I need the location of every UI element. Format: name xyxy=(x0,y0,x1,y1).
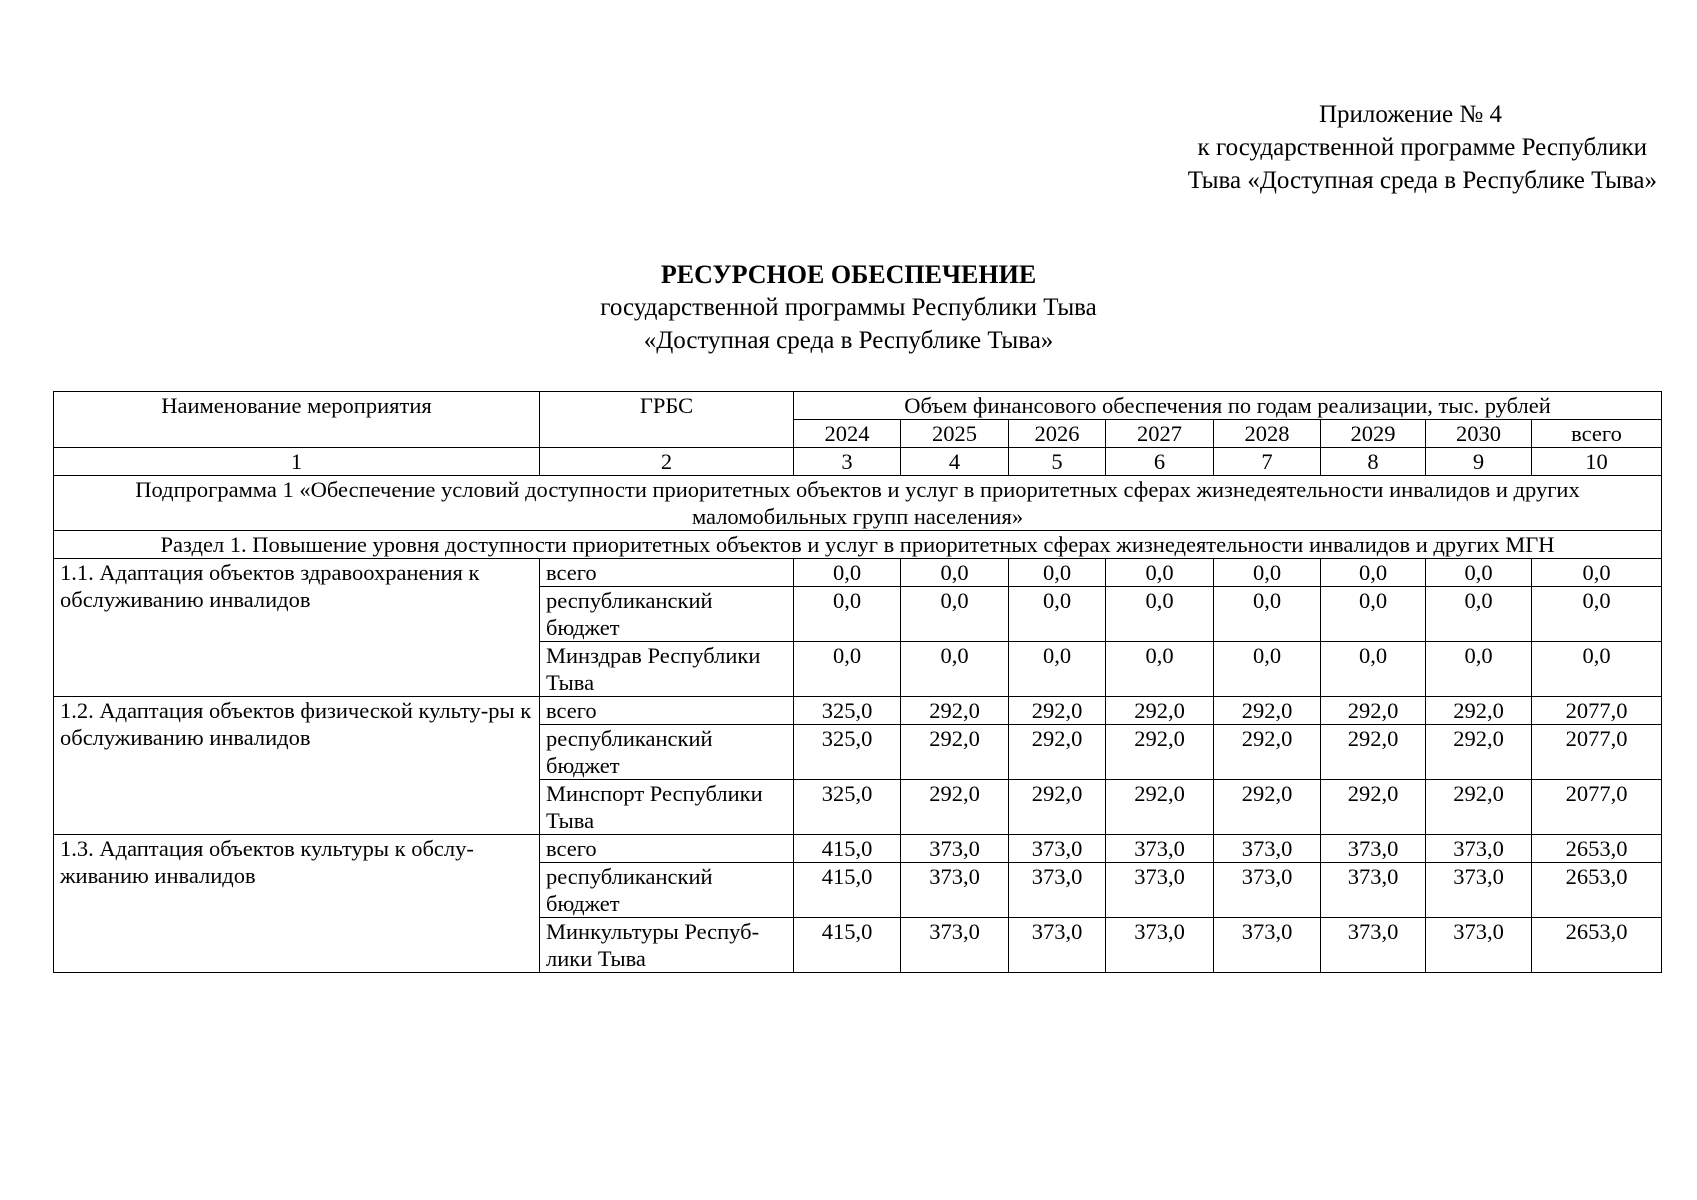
value-cell: 292,0 xyxy=(1009,697,1106,725)
grbs-cell: республиканский бюджет xyxy=(540,725,794,780)
value-cell: 0,0 xyxy=(1214,559,1321,587)
grbs-cell: Минздрав Республики Тыва xyxy=(540,642,794,697)
header-year: 2027 xyxy=(1106,420,1214,448)
value-cell: 373,0 xyxy=(1214,835,1321,863)
grbs-cell: республиканский бюджет xyxy=(540,863,794,918)
value-cell: 0,0 xyxy=(794,559,901,587)
value-cell: 373,0 xyxy=(1009,835,1106,863)
value-cell: 292,0 xyxy=(1426,697,1532,725)
value-cell: 292,0 xyxy=(1321,697,1426,725)
column-number: 3 xyxy=(794,448,901,476)
column-numbers-row xyxy=(54,448,1662,476)
column-number: 8 xyxy=(1321,448,1426,476)
header-year: 2025 xyxy=(901,420,1009,448)
header-year: 2030 xyxy=(1426,420,1532,448)
value-cell: 0,0 xyxy=(901,559,1009,587)
value-cell: 373,0 xyxy=(1321,835,1426,863)
column-number: 10 xyxy=(1532,448,1662,476)
section-row xyxy=(54,531,1662,559)
table-row xyxy=(54,835,1662,863)
value-cell: 0,0 xyxy=(1321,642,1426,697)
value-cell: 0,0 xyxy=(1426,559,1532,587)
value-cell: 373,0 xyxy=(1426,863,1532,918)
title-sub2: «Доступная среда в Республике Тыва» xyxy=(643,327,1054,354)
value-cell: 325,0 xyxy=(794,697,901,725)
value-cell: 292,0 xyxy=(1214,725,1321,780)
value-cell: 292,0 xyxy=(901,725,1009,780)
document-title xyxy=(0,258,1697,357)
value-cell: 0,0 xyxy=(1106,642,1214,697)
header-year: 2026 xyxy=(1009,420,1106,448)
value-cell: 373,0 xyxy=(1106,835,1214,863)
value-cell: 292,0 xyxy=(1106,697,1214,725)
value-cell: 292,0 xyxy=(1321,780,1426,835)
value-cell: 292,0 xyxy=(1106,725,1214,780)
grbs-cell: республиканский бюджет xyxy=(540,587,794,642)
value-cell: 2653,0 xyxy=(1532,863,1662,918)
value-cell: 0,0 xyxy=(1426,642,1532,697)
value-cell: 373,0 xyxy=(1106,863,1214,918)
activity-name: 1.3. Адаптация объектов культуры к обслу-живанию инвалидов xyxy=(54,835,540,973)
header-year: 2028 xyxy=(1214,420,1321,448)
value-cell: 373,0 xyxy=(901,863,1009,918)
value-cell: 373,0 xyxy=(1214,863,1321,918)
value-cell: 373,0 xyxy=(1106,918,1214,973)
grbs-cell: всего xyxy=(540,697,794,725)
appendix-note xyxy=(1188,98,1657,197)
value-cell: 0,0 xyxy=(1532,587,1662,642)
value-cell: 2653,0 xyxy=(1532,918,1662,973)
value-cell: 292,0 xyxy=(901,697,1009,725)
grbs-cell: Минспорт Республики Тыва xyxy=(540,780,794,835)
value-cell: 373,0 xyxy=(1426,835,1532,863)
table-row xyxy=(54,697,1662,725)
value-cell: 292,0 xyxy=(1214,780,1321,835)
header-grbs: ГРБС xyxy=(540,392,794,448)
value-cell: 373,0 xyxy=(901,918,1009,973)
value-cell: 0,0 xyxy=(1009,587,1106,642)
value-cell: 292,0 xyxy=(1426,725,1532,780)
value-cell: 0,0 xyxy=(794,642,901,697)
value-cell: 0,0 xyxy=(794,587,901,642)
column-number: 5 xyxy=(1009,448,1106,476)
header-name: Наименование мероприятия xyxy=(54,392,540,448)
value-cell: 2653,0 xyxy=(1532,835,1662,863)
value-cell: 0,0 xyxy=(1009,642,1106,697)
value-cell: 0,0 xyxy=(1321,559,1426,587)
value-cell: 0,0 xyxy=(1426,587,1532,642)
value-cell: 373,0 xyxy=(1321,918,1426,973)
title-main: РЕСУРСНОЕ ОБЕСПЕЧЕНИЕ xyxy=(660,260,1037,289)
column-number: 7 xyxy=(1214,448,1321,476)
activity-name: 1.1. Адаптация объектов здравоохранения к обслуживанию инвалидов xyxy=(54,559,540,697)
column-number: 4 xyxy=(901,448,1009,476)
value-cell: 415,0 xyxy=(794,835,901,863)
value-cell: 292,0 xyxy=(901,780,1009,835)
value-cell: 415,0 xyxy=(794,863,901,918)
grbs-cell: всего xyxy=(540,559,794,587)
value-cell: 325,0 xyxy=(794,780,901,835)
value-cell: 373,0 xyxy=(1009,918,1106,973)
value-cell: 0,0 xyxy=(1106,559,1214,587)
value-cell: 373,0 xyxy=(1009,863,1106,918)
header-year: 2024 xyxy=(794,420,901,448)
value-cell: 373,0 xyxy=(901,835,1009,863)
value-cell: 0,0 xyxy=(1321,587,1426,642)
value-cell: 292,0 xyxy=(1426,780,1532,835)
value-cell: 415,0 xyxy=(794,918,901,973)
value-cell: 292,0 xyxy=(1009,780,1106,835)
header-row-1 xyxy=(54,392,1662,420)
appendix-ref-line1: к государственной программе Республики xyxy=(1197,134,1647,161)
activity-name: 1.2. Адаптация объектов физической культу-ры к обслуживанию инвалидов xyxy=(54,697,540,835)
resource-table xyxy=(53,391,1662,973)
header-volume: Объем финансового обеспечения по годам реализации, тыс. рублей xyxy=(794,392,1662,420)
value-cell: 325,0 xyxy=(794,725,901,780)
value-cell: 373,0 xyxy=(1321,863,1426,918)
column-number: 6 xyxy=(1106,448,1214,476)
table-row xyxy=(54,559,1662,587)
value-cell: 0,0 xyxy=(1214,587,1321,642)
column-number: 1 xyxy=(54,448,540,476)
value-cell: 292,0 xyxy=(1214,697,1321,725)
value-cell: 0,0 xyxy=(1532,559,1662,587)
header-year: 2029 xyxy=(1321,420,1426,448)
grbs-cell: всего xyxy=(540,835,794,863)
value-cell: 0,0 xyxy=(901,642,1009,697)
value-cell: 292,0 xyxy=(1106,780,1214,835)
grbs-cell: Минкультуры Респуб-лики Тыва xyxy=(540,918,794,973)
value-cell: 373,0 xyxy=(1426,918,1532,973)
appendix-number: Приложение № 4 xyxy=(1318,101,1502,128)
title-sub1: государственной программы Республики Тыва xyxy=(600,294,1097,321)
value-cell: 0,0 xyxy=(1009,559,1106,587)
value-cell: 2077,0 xyxy=(1532,780,1662,835)
column-number: 9 xyxy=(1426,448,1532,476)
subprogram-row xyxy=(54,476,1662,531)
section-title: Раздел 1. Повышение уровня доступности приоритетных объектов и услуг в приоритетных сферах жизнедеятельности инвалидов и других МГН xyxy=(54,531,1662,559)
value-cell: 0,0 xyxy=(1214,642,1321,697)
value-cell: 373,0 xyxy=(1214,918,1321,973)
value-cell: 2077,0 xyxy=(1532,697,1662,725)
column-number: 2 xyxy=(540,448,794,476)
header-year: всего xyxy=(1532,420,1662,448)
subprogram-title: Подпрограмма 1 «Обеспечение условий доступности приоритетных объектов и услуг в приоритетных сферах жизнедеятельности инвалидов и других маломобильных групп населения» xyxy=(54,476,1662,531)
value-cell: 2077,0 xyxy=(1532,725,1662,780)
value-cell: 292,0 xyxy=(1321,725,1426,780)
value-cell: 0,0 xyxy=(1106,587,1214,642)
value-cell: 292,0 xyxy=(1009,725,1106,780)
appendix-ref-line2: Тыва «Доступная среда в Республике Тыва» xyxy=(1187,167,1657,194)
value-cell: 0,0 xyxy=(1532,642,1662,697)
value-cell: 0,0 xyxy=(901,587,1009,642)
